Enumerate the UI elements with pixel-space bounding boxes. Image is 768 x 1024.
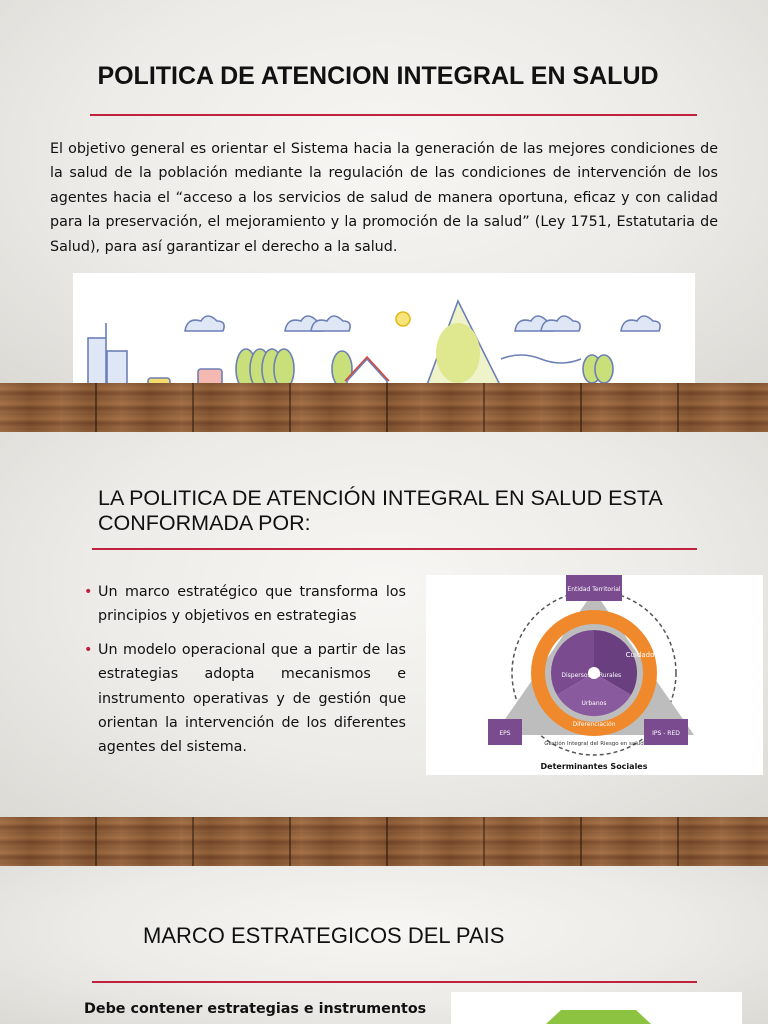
box-right-label: IPS - RED — [652, 730, 680, 737]
bullet-item-marco — [84, 580, 406, 629]
slide-2-title — [98, 486, 748, 536]
box-left-label: EPS — [499, 730, 511, 737]
bullet-text: Un marco estratégico que transforma los principios y objetivos en estrategias — [98, 584, 406, 625]
slide-2 — [0, 432, 768, 817]
slide-3-paragraph: Debe contener estrategias e instrumentos — [84, 1001, 427, 1017]
slide-2-title-line-1: LA POLITICA DE ATENCIÓN INTEGRAL EN SALUD ESTA — [98, 486, 663, 510]
slide-3-title: MARCO ESTRATEGICOS DEL PAIS — [143, 923, 505, 948]
diagram-outer-label: Determinantes Sociales — [540, 762, 648, 771]
slide-1 — [0, 0, 768, 383]
landscape-drawing — [73, 273, 695, 383]
slide-2-title-rule — [92, 548, 697, 550]
box-top-label: Entidad Territorial — [567, 586, 621, 593]
slide-3-title-rule — [92, 981, 697, 983]
wood-floor-2 — [0, 817, 768, 866]
segment-urbanos: Urbanos — [581, 700, 607, 707]
city-landscape-illustration — [73, 273, 695, 383]
bullet-icon: • — [84, 641, 93, 658]
slide-3 — [0, 866, 768, 1024]
slide-1-title: POLITICA DE ATENCION INTEGRAL EN SALUD — [97, 62, 659, 90]
bullet-item-modelo — [84, 638, 406, 760]
bullet-icon: • — [84, 584, 93, 600]
slide-1-title-rule — [90, 114, 697, 116]
segment-rurales: Rurales — [598, 672, 622, 679]
slide-2-title-line-2: CONFORMADA POR: — [98, 511, 311, 535]
slide-3-figure-drawing — [451, 992, 742, 1024]
diagram-caption: Gestión Integral del Riesgo en salud — [544, 741, 644, 747]
segment-dispersos: Dispersos — [561, 672, 591, 679]
slide-2-bullet-list — [84, 580, 406, 769]
wood-floor-1 — [0, 383, 768, 432]
model-diagram — [426, 575, 763, 775]
ring-label-diferenciacion: Diferenciación — [572, 721, 616, 728]
slide-1-paragraph: El objetivo general es orientar el Sistema hacia la generación de las mejores condiciones de la salud de la población mediante la regulación de las condiciones de intervención de los agentes hacia el “acceso a los servicios de salud de manera oportuna, eficaz y con calidad para la preservación, el mejoramiento y la promoción de la salud” (Ley 1751, Estatutaria de Salud), para así garantizar el derecho a la salud. — [50, 141, 718, 255]
slide-3-figure — [451, 992, 742, 1024]
bullet-text: Un modelo operacional que a partir de las estrategias adopta mecanismos e instrumento operativas y de gestión que orientan la intervención de los diferentes agentes del sistema. — [98, 641, 406, 756]
model-diagram-drawing — [426, 575, 763, 775]
ring-label-cuidado: Cuidado — [625, 651, 655, 659]
